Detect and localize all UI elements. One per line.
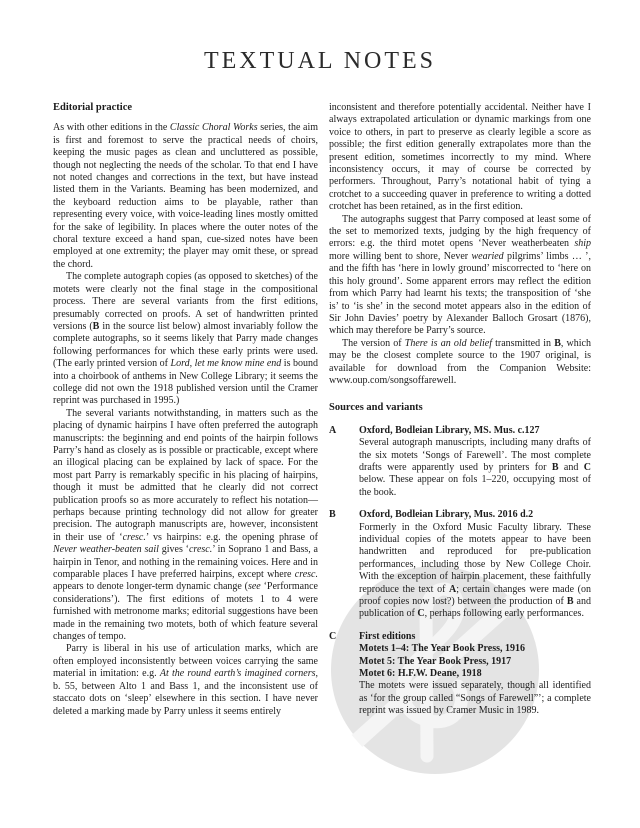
paragraph-editorial-7: The version of There is an old belief transmitted in B, which may be the closest complete source to the 1907 original, is available for download from the Companion Website: www.oup.com/songsoffarewell. (329, 337, 591, 386)
source-title: First editions (359, 630, 416, 642)
source-content (359, 631, 591, 718)
source-content (359, 509, 591, 621)
source-title-motet-5: Motet 5: The Year Book Press, 1917 (359, 655, 512, 667)
source-entry-c (329, 631, 591, 718)
paragraph-editorial-2: The complete autograph copies (as opposed to sketches) of the motets were clearly not the final stage in the compositional process. There are several variants from the first editions, presumably corrected on proofs. A set of handwritten printed versions (B in the source list below) almost invariably follow the complete autographs, so it seems likely that Parry made changes following performances for which these early prints were used. (The early printed version of Lord, let me know mine end is bound into a choirbook of anthems in New College Library; it seems the college did not own the 1918 published version until the Cramer reprint was purchased in 1995.) (53, 271, 318, 407)
paragraph-editorial-5: inconsistent and therefore potentially accidental. Neither have I always extrapolated articulation or dynamic markings from one voice to others, in part to preserve as clearly legible a score as possible; the first edition generally extrapolates more than the present edition, sometimes incorrectly to my mind. Where inconsistency occurs, it may of course be corrected by performers. Throughout, Parry’s notational habit of tying a crotchet to a succeeding quaver in preference to writing a dotted crotchet has been retained, as in the first edition. (329, 102, 591, 213)
source-description: Formerly in the Oxford Music Faculty library. These individual copies of the motets appear to have been handwritten and reproduced for pre-publication performances, including those by New College Choir. With the exception of hairpin placement, these faithfully reproduce the text of A; certain changes were made (on proof copies now lost?) between the production of B and publication of C, perhaps following early performances. (359, 521, 591, 620)
source-title-motets-1-4: Motets 1–4: The Year Book Press, 1916 (359, 643, 526, 655)
right-column (329, 102, 591, 718)
section-heading-editorial-practice: Editorial practice (53, 102, 133, 113)
source-label: A (329, 424, 337, 436)
source-label: B (329, 509, 336, 521)
paragraph-editorial-4: Parry is liberal in his use of articulation marks, which are often employed inconsistently between voices carrying the same material in imitation: e.g. At the round earth’s imagined corners, b. 55, between Alto 1 and Bass 1, and the inconsistent use of staccato dots on ‘sleep’ elsewhere in this section. I have never deleted a marking made by Parry unless it seems entirely (53, 643, 318, 717)
paragraph-editorial-1: As with other editions in the Classic Choral Works series, the aim is first and foremost to serve the practical needs of choirs, keeping the music pages as clean and uncluttered as possible, though not neglecting the needs of the scholar. To that end I have not noted changes and corrections in the text, but have instead listed them in the Variants. Beaming has been modernized, and the keyboard reduction aims to be playable, rather than representing every voice, with voice-leading lines mostly omitted for the sake of legibility. In places where the outer notes of the choral texture exceed a hand span, cue-sized notes have been employed at one extremity; the player may omit these, or spread the chord. (53, 122, 319, 270)
page-title: TEXTUAL NOTES (203, 48, 437, 74)
source-description: The motets were issued separately, though all identified as ‘for the group called “Songs of Farewell”’; a complete reprint was issued by Cramer Music in 1989. (359, 680, 591, 717)
source-entry-a (329, 425, 591, 499)
source-content (359, 425, 591, 499)
two-column-text-block (53, 102, 591, 718)
source-title: Oxford, Bodleian Library, Mus. 2016 d.2 (359, 509, 534, 521)
source-title-motet-6: Motet 6: H.F.W. Deane, 1918 (359, 668, 482, 680)
source-title: Oxford, Bodleian Library, MS. Mus. c.127 (359, 424, 540, 436)
source-label: C (329, 630, 337, 642)
paragraph-editorial-3: The several variants notwithstanding, in matters such as the placing of dynamic hairpins I have often preferred the autograph manuscripts: the beginning and end points of the hairpin follows Parry’s hand as closely as is possible or practicable, except where an illogical placing can be explained by lack of space. For the most part Parry is remarkably specific in his placing of hairpins, though it must be admitted that he clearly did not correct publication proofs so as more accurately to reflect his notation—perhaps because printing technology did not allow for greater precision. The autograph manuscripts are, however, inconsistent in their use of ‘cresc.’ vs hairpins: e.g. the opening phrase of Never weather-beaten sail gives ‘cresc.’ in Soprano 1 and Bass, a hairpin in Tenor, and nothing in the remaining voices. Here and in comparable places I have preferred hairpins, except where cresc. appears to denote longer-term dynamic change (see ‘Performance considerations’). The first editions of motets 1 to 4 were furnished with metronome marks; editorial suggestions have been made in the remaining two motets, both of which feature several changes of tempo. (53, 407, 319, 643)
source-entry-b (329, 509, 591, 621)
source-description: Several autograph manuscripts, including many drafts of the six motets ‘Songs of Farewell’. The most complete drafts were apparently used by printers for B and C below. These appear on fols 1–220, occupying most of the book. (359, 437, 591, 498)
paragraph-editorial-6: The autographs suggest that Parry composed at least some of the set to memorized texts, judging by the high frequency of errors: e.g. the third motet opens ‘Never weatherbeaten ship more willing bent to shore, Never wearied pilgrims’ limbs … ’, and the fifth has ‘here in lowly ground’ miscorrected to ‘here on this holy ground’. Some apparent errors may reflect the edition from which Parry had learnt his texts; the transposition of ‘she is’ to ‘is she’ in the second motet appears also in the edition of Sir John Davies’ poetry by Alexander Balloch Grosart (1876), which may therefore be Parry’s source. (329, 213, 591, 337)
section-heading-sources-and-variants: Sources and variants (329, 402, 423, 414)
left-column (53, 102, 318, 718)
